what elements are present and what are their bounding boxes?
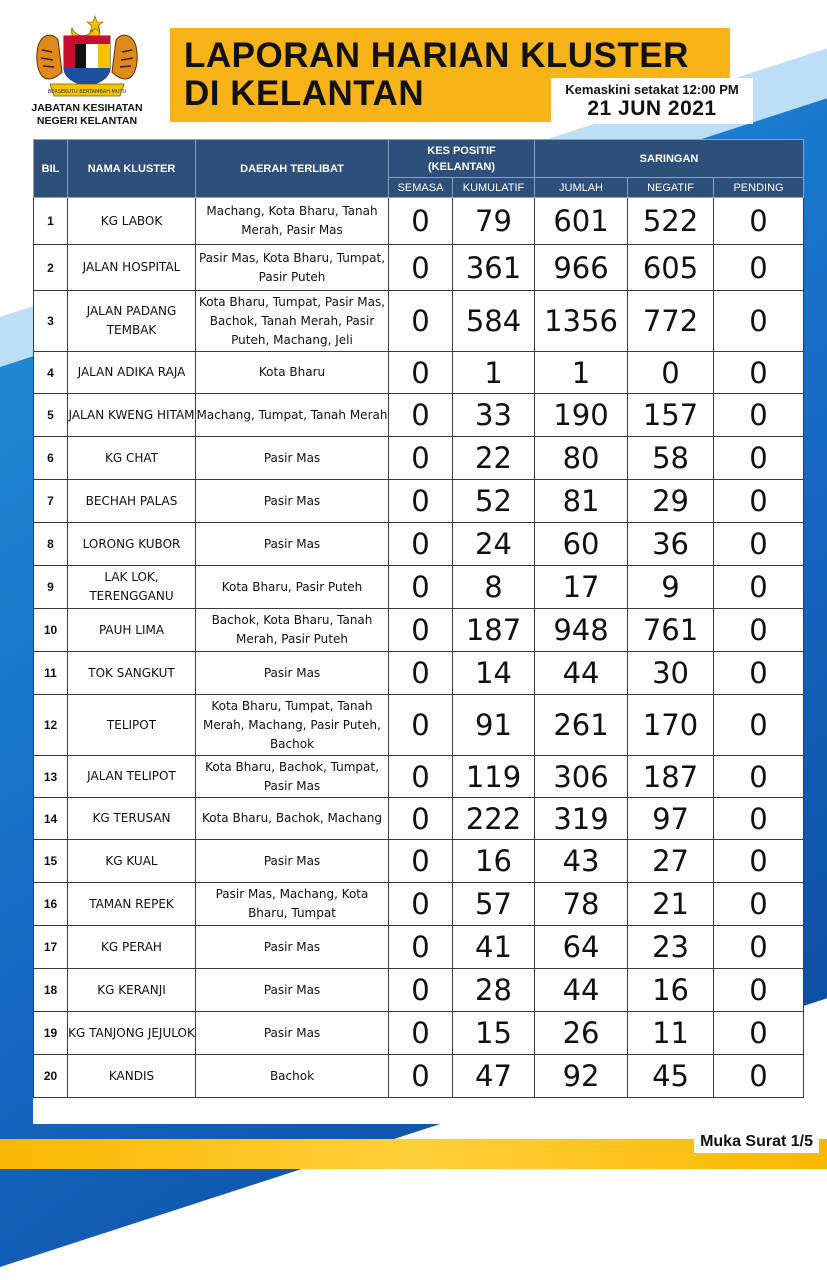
cell-district: Kota Bharu, Bachok, Tumpat, Pasir Mas: [196, 756, 389, 798]
cell-jumlah: 319: [535, 798, 628, 840]
table-row: [34, 969, 804, 1012]
cell-negatif: 16: [628, 969, 714, 1012]
cell-pending: 0: [714, 695, 804, 756]
cell-kumulatif: 8: [453, 566, 535, 609]
cell-district: Pasir Mas: [196, 523, 389, 566]
cell-kumulatif: 119: [453, 756, 535, 798]
cell-pending: 0: [714, 798, 804, 840]
cell-jumlah: 78: [535, 883, 628, 926]
cell-pending: 0: [714, 1055, 804, 1098]
cell-semasa: 0: [389, 523, 453, 566]
cell-jumlah: 44: [535, 652, 628, 695]
cell-name: KG KUAL: [68, 840, 196, 883]
cell-bil: 18: [34, 969, 68, 1012]
cell-jumlah: 1356: [535, 291, 628, 352]
cell-jumlah: 81: [535, 480, 628, 523]
cell-semasa: 0: [389, 883, 453, 926]
cell-bil: 13: [34, 756, 68, 798]
header-negatif: NEGATIF: [628, 178, 714, 198]
cell-pending: 0: [714, 926, 804, 969]
cell-district: Pasir Mas, Kota Bharu, Tumpat, Pasir Puteh: [196, 245, 389, 291]
table-row: [34, 652, 804, 695]
cell-name: JALAN HOSPITAL: [68, 245, 196, 291]
cell-kumulatif: 57: [453, 883, 535, 926]
cell-district: Kota Bharu: [196, 352, 389, 394]
cell-pending: 0: [714, 969, 804, 1012]
cell-bil: 12: [34, 695, 68, 756]
agency-logo: [22, 12, 152, 132]
table-row: [34, 695, 804, 756]
table-row: [34, 756, 804, 798]
cell-jumlah: 64: [535, 926, 628, 969]
header-semasa: SEMASA: [389, 178, 453, 198]
cell-jumlah: 948: [535, 609, 628, 652]
cell-semasa: 0: [389, 394, 453, 437]
cell-bil: 11: [34, 652, 68, 695]
cell-bil: 2: [34, 245, 68, 291]
cell-jumlah: 601: [535, 198, 628, 245]
cell-semasa: 0: [389, 969, 453, 1012]
cell-semasa: 0: [389, 1012, 453, 1055]
cell-semasa: 0: [389, 352, 453, 394]
cell-semasa: 0: [389, 756, 453, 798]
cell-kumulatif: 79: [453, 198, 535, 245]
cell-semasa: 0: [389, 437, 453, 480]
cell-semasa: 0: [389, 798, 453, 840]
cell-semasa: 0: [389, 840, 453, 883]
cell-semasa: 0: [389, 198, 453, 245]
cell-bil: 3: [34, 291, 68, 352]
cell-kumulatif: 24: [453, 523, 535, 566]
cell-semasa: 0: [389, 291, 453, 352]
cell-name: BECHAH PALAS: [68, 480, 196, 523]
cell-jumlah: 966: [535, 245, 628, 291]
cell-semasa: 0: [389, 926, 453, 969]
cell-semasa: 0: [389, 566, 453, 609]
cell-pending: 0: [714, 883, 804, 926]
table-row: [34, 198, 804, 245]
cell-district: Pasir Mas: [196, 840, 389, 883]
cell-kumulatif: 14: [453, 652, 535, 695]
cell-negatif: 605: [628, 245, 714, 291]
cell-pending: 0: [714, 523, 804, 566]
cell-pending: 0: [714, 352, 804, 394]
table-row: [34, 1055, 804, 1098]
cell-kumulatif: 1: [453, 352, 535, 394]
cell-bil: 6: [34, 437, 68, 480]
cell-name: JALAN KWENG HITAM: [68, 394, 196, 437]
cell-kumulatif: 15: [453, 1012, 535, 1055]
cell-district: Kota Bharu, Tumpat, Pasir Mas, Bachok, Tanah Merah, Pasir Puteh, Machang, Jeli: [196, 291, 389, 352]
update-label: Kemaskini setakat 12:00 PM: [565, 82, 739, 97]
header-kumulatif: KUMULATIF: [453, 178, 535, 198]
cell-negatif: 36: [628, 523, 714, 566]
page-number: Muka Surat 1/5: [694, 1131, 819, 1153]
cell-jumlah: 26: [535, 1012, 628, 1055]
cell-jumlah: 43: [535, 840, 628, 883]
cell-pending: 0: [714, 480, 804, 523]
cell-negatif: 27: [628, 840, 714, 883]
table-row: [34, 480, 804, 523]
cell-kumulatif: 47: [453, 1055, 535, 1098]
cell-bil: 14: [34, 798, 68, 840]
cell-district: Pasir Mas, Machang, Kota Bharu, Tumpat: [196, 883, 389, 926]
cell-name: LORONG KUBOR: [68, 523, 196, 566]
cell-jumlah: 60: [535, 523, 628, 566]
cell-pending: 0: [714, 840, 804, 883]
cell-district: Machang, Tumpat, Tanah Merah: [196, 394, 389, 437]
table-row: [34, 291, 804, 352]
cell-bil: 5: [34, 394, 68, 437]
cell-negatif: 761: [628, 609, 714, 652]
cell-negatif: 97: [628, 798, 714, 840]
cell-district: Kota Bharu, Tumpat, Tanah Merah, Machang, Pasir Puteh, Bachok: [196, 695, 389, 756]
cell-bil: 20: [34, 1055, 68, 1098]
header-jumlah: JUMLAH: [535, 178, 628, 198]
header-screening: SARINGAN: [535, 140, 804, 178]
cell-negatif: 9: [628, 566, 714, 609]
cell-bil: 4: [34, 352, 68, 394]
cluster-table-panel: [33, 139, 803, 1124]
update-date: 21 JUN 2021: [587, 97, 717, 120]
cell-pending: 0: [714, 652, 804, 695]
cell-name: KG TANJONG JEJULOK: [68, 1012, 196, 1055]
table-row: [34, 352, 804, 394]
cell-bil: 16: [34, 883, 68, 926]
cell-bil: 1: [34, 198, 68, 245]
cell-pending: 0: [714, 245, 804, 291]
header-positive-cases: KES POSITIF (KELANTAN): [389, 140, 535, 178]
cell-semasa: 0: [389, 245, 453, 291]
cell-jumlah: 17: [535, 566, 628, 609]
cell-name: KG LABOK: [68, 198, 196, 245]
cell-semasa: 0: [389, 480, 453, 523]
cell-name: KG CHAT: [68, 437, 196, 480]
cell-district: Pasir Mas: [196, 652, 389, 695]
header-pending: PENDING: [714, 178, 804, 198]
cell-district: Machang, Kota Bharu, Tanah Merah, Pasir Mas: [196, 198, 389, 245]
cell-name: KG PERAH: [68, 926, 196, 969]
cell-pending: 0: [714, 1012, 804, 1055]
header-bil: BIL: [34, 140, 68, 198]
svg-text:BERSEKUTU BERTAMBAH MUTU: BERSEKUTU BERTAMBAH MUTU: [47, 89, 127, 95]
cell-name: TOK SANGKUT: [68, 652, 196, 695]
cell-kumulatif: 22: [453, 437, 535, 480]
cell-bil: 7: [34, 480, 68, 523]
cell-pending: 0: [714, 756, 804, 798]
cell-negatif: 11: [628, 1012, 714, 1055]
coat-of-arms-icon: [32, 12, 142, 100]
cell-negatif: 170: [628, 695, 714, 756]
cell-semasa: 0: [389, 1055, 453, 1098]
cell-name: KG TERUSAN: [68, 798, 196, 840]
cell-negatif: 30: [628, 652, 714, 695]
cell-negatif: 23: [628, 926, 714, 969]
cell-pending: 0: [714, 394, 804, 437]
agency-name-line2: NEGERI KELANTAN: [36, 115, 138, 127]
table-row: [34, 437, 804, 480]
cell-semasa: 0: [389, 652, 453, 695]
report-title-line1: LAPORAN HARIAN KLUSTER: [184, 36, 689, 75]
cell-jumlah: 92: [535, 1055, 628, 1098]
cell-name: TELIPOT: [68, 695, 196, 756]
cell-name: PAUH LIMA: [68, 609, 196, 652]
cell-pending: 0: [714, 437, 804, 480]
cell-semasa: 0: [389, 609, 453, 652]
cell-name: JALAN PADANG TEMBAK: [68, 291, 196, 352]
cell-kumulatif: 187: [453, 609, 535, 652]
cell-jumlah: 80: [535, 437, 628, 480]
cell-pending: 0: [714, 198, 804, 245]
table-row: [34, 609, 804, 652]
table-row: [34, 926, 804, 969]
cell-district: Pasir Mas: [196, 480, 389, 523]
cell-negatif: 58: [628, 437, 714, 480]
agency-name-line1: JABATAN KESIHATAN: [31, 102, 143, 114]
table-row: [34, 523, 804, 566]
header-district: DAERAH TERLIBAT: [196, 140, 389, 198]
cell-bil: 8: [34, 523, 68, 566]
cell-name: KG KERANJI: [68, 969, 196, 1012]
cell-pending: 0: [714, 609, 804, 652]
cell-kumulatif: 222: [453, 798, 535, 840]
cell-negatif: 522: [628, 198, 714, 245]
cell-district: Pasir Mas: [196, 437, 389, 480]
cell-negatif: 187: [628, 756, 714, 798]
cell-negatif: 0: [628, 352, 714, 394]
cell-kumulatif: 91: [453, 695, 535, 756]
cell-name: JALAN ADIKA RAJA: [68, 352, 196, 394]
cell-district: Pasir Mas: [196, 926, 389, 969]
cell-name: JALAN TELIPOT: [68, 756, 196, 798]
cell-negatif: 772: [628, 291, 714, 352]
cell-negatif: 45: [628, 1055, 714, 1098]
cell-jumlah: 1: [535, 352, 628, 394]
table-row: [34, 245, 804, 291]
cell-bil: 10: [34, 609, 68, 652]
report-title-line2: DI KELANTAN: [184, 74, 425, 113]
table-row: [34, 566, 804, 609]
table-row: [34, 1012, 804, 1055]
cell-pending: 0: [714, 291, 804, 352]
cell-bil: 9: [34, 566, 68, 609]
table-row: [34, 798, 804, 840]
header-cluster-name: NAMA KLUSTER: [68, 140, 196, 198]
table-row: [34, 883, 804, 926]
cell-kumulatif: 584: [453, 291, 535, 352]
cell-name: TAMAN REPEK: [68, 883, 196, 926]
cell-district: Kota Bharu, Pasir Puteh: [196, 566, 389, 609]
cell-negatif: 21: [628, 883, 714, 926]
cluster-table: [33, 139, 804, 1098]
cell-district: Bachok, Kota Bharu, Tanah Merah, Pasir Puteh: [196, 609, 389, 652]
cell-semasa: 0: [389, 695, 453, 756]
cell-district: Pasir Mas: [196, 1012, 389, 1055]
cell-kumulatif: 52: [453, 480, 535, 523]
cell-jumlah: 261: [535, 695, 628, 756]
cell-jumlah: 190: [535, 394, 628, 437]
cell-kumulatif: 361: [453, 245, 535, 291]
cell-jumlah: 306: [535, 756, 628, 798]
cell-kumulatif: 33: [453, 394, 535, 437]
cell-pending: 0: [714, 566, 804, 609]
table-row: [34, 840, 804, 883]
cell-kumulatif: 41: [453, 926, 535, 969]
cell-district: Bachok: [196, 1055, 389, 1098]
cell-negatif: 157: [628, 394, 714, 437]
cell-kumulatif: 16: [453, 840, 535, 883]
cell-name: KANDIS: [68, 1055, 196, 1098]
cell-negatif: 29: [628, 480, 714, 523]
cell-jumlah: 44: [535, 969, 628, 1012]
update-date-box: [551, 78, 753, 124]
cell-bil: 19: [34, 1012, 68, 1055]
cell-bil: 17: [34, 926, 68, 969]
table-row: [34, 394, 804, 437]
cell-district: Kota Bharu, Bachok, Machang: [196, 798, 389, 840]
cell-bil: 15: [34, 840, 68, 883]
cell-name: LAK LOK, TERENGGANU: [68, 566, 196, 609]
cell-kumulatif: 28: [453, 969, 535, 1012]
cell-district: Pasir Mas: [196, 969, 389, 1012]
